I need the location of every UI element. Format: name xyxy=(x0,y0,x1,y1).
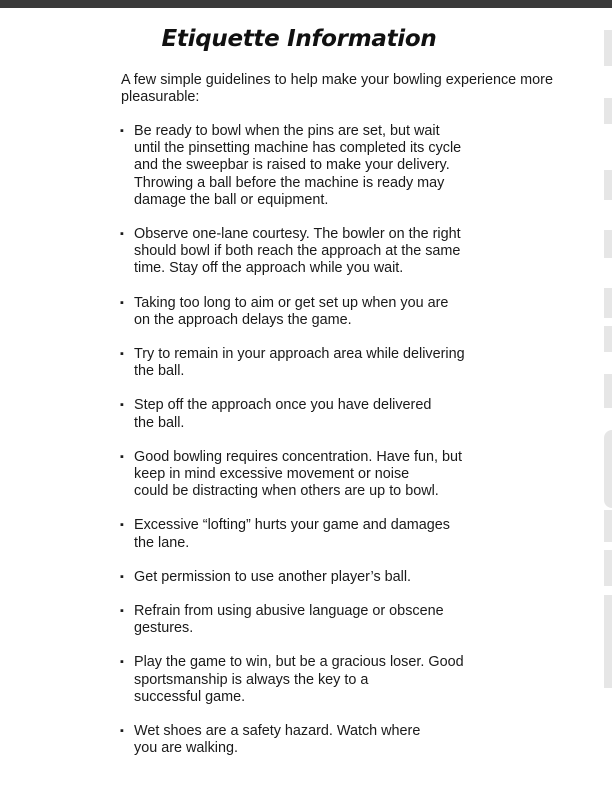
side-tab xyxy=(604,230,612,258)
bullet-icon: ▪ xyxy=(120,570,124,583)
rule-text: Try to remain in your approach area while delivering the ball. xyxy=(134,346,465,380)
rule-item xyxy=(118,517,488,551)
rule-item xyxy=(118,723,488,757)
rule-item xyxy=(118,226,488,278)
rule-item xyxy=(118,295,488,329)
rule-text: Play the game to win, but be a gracious loser. Good sportsmanship is always the key to a successful game. xyxy=(134,654,464,705)
intro-paragraph: A few simple guidelines to help make your bowling experience more pleasurable: xyxy=(121,72,553,105)
bullet-icon: ▪ xyxy=(120,656,124,669)
bullet-icon: ▪ xyxy=(120,725,124,738)
side-tab xyxy=(604,374,612,408)
side-index-tabs xyxy=(604,30,612,700)
rule-item xyxy=(118,654,488,706)
rule-text: Excessive “lofting” hurts your game and damages the lane. xyxy=(134,517,450,551)
rule-text: Step off the approach once you have delivered the ball. xyxy=(134,397,432,431)
rule-text: Taking too long to aim or get set up when you are on the approach delays the game. xyxy=(134,294,449,328)
rule-text: Observe one-lane courtesy. The bowler on the right should bowl if both reach the approach at the same time. Stay off the approach while you wait. xyxy=(134,226,461,277)
side-tab-round xyxy=(604,430,612,508)
bullet-icon: ▪ xyxy=(120,296,124,309)
page-title: Etiquette Information xyxy=(161,26,437,52)
side-tab xyxy=(604,595,612,629)
side-tab xyxy=(604,30,612,66)
bullet-icon: ▪ xyxy=(120,348,124,361)
side-tab xyxy=(604,550,612,586)
rule-item xyxy=(118,346,488,380)
rule-text: Wet shoes are a safety hazard. Watch where you are walking. xyxy=(134,723,421,757)
side-tab xyxy=(604,288,612,318)
bullet-icon: ▪ xyxy=(120,399,124,412)
bullet-icon: ▪ xyxy=(120,605,124,618)
rule-text: Be ready to bowl when the pins are set, but wait until the pinsetting machine has completed its cycle and the sweepbar is raised to make your delivery. Throwing a ball before the machine is ready may damage the ball or equipment. xyxy=(134,123,462,208)
side-tab xyxy=(604,326,612,352)
bullet-icon: ▪ xyxy=(120,450,124,463)
side-tab xyxy=(604,510,612,542)
side-tab xyxy=(604,628,612,688)
bullet-icon: ▪ xyxy=(120,228,124,241)
rule-text: Get permission to use another player’s ball. xyxy=(134,568,412,585)
rule-item xyxy=(118,449,488,501)
bullet-icon: ▪ xyxy=(120,519,124,532)
side-tab xyxy=(604,170,612,200)
bullet-icon: ▪ xyxy=(120,125,124,137)
rule-item xyxy=(118,123,488,209)
rule-item xyxy=(118,603,488,637)
etiquette-rules-list xyxy=(118,123,488,757)
top-border-bar xyxy=(0,0,612,8)
rule-text: Good bowling requires concentration. Have fun, but keep in mind excessive movement or noise could be distracting when others are up to bowl. xyxy=(134,448,462,500)
rule-text: Refrain from using abusive language or obscene gestures. xyxy=(134,603,444,637)
side-tab xyxy=(604,98,612,124)
rule-item xyxy=(118,569,488,586)
rule-item xyxy=(118,397,488,431)
